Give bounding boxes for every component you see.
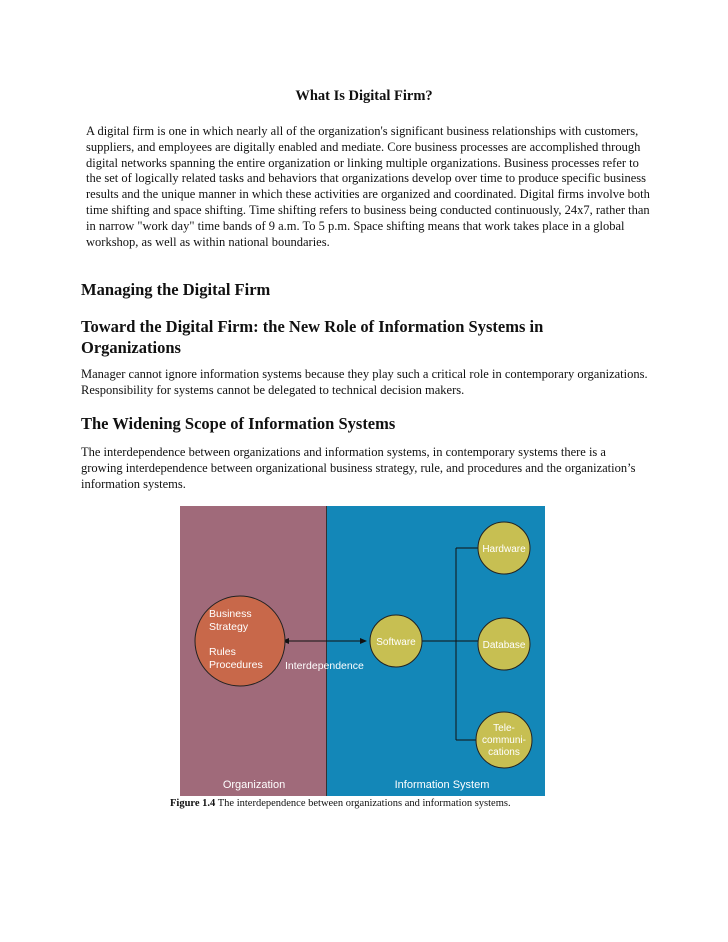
organization-label: Organization bbox=[222, 779, 286, 791]
telecom-line-3: cations bbox=[488, 747, 520, 758]
telecom-line-2: communi- bbox=[482, 735, 526, 746]
heading-managing-digital-firm: Managing the Digital Firm bbox=[81, 280, 271, 299]
interdependence-label: Interdependence bbox=[285, 660, 364, 672]
hardware-label: Hardware bbox=[482, 544, 526, 555]
paragraph-widening-scope: The interdependence between organizations and information systems, in contemporary systems there is a growing interdependence between organizational business strategy, rule, and procedures and the organization’s information systems. bbox=[81, 445, 636, 491]
figure-caption-label: Figure 1.4 bbox=[170, 798, 216, 809]
org-circle-line-rules: Rules bbox=[209, 646, 236, 658]
database-label: Database bbox=[482, 640, 526, 651]
interdependence-diagram bbox=[180, 506, 545, 796]
page-title: What Is Digital Firm? bbox=[295, 88, 433, 104]
software-label: Software bbox=[376, 637, 416, 648]
information-system-label: Information System bbox=[394, 779, 490, 791]
intro-paragraph: A digital firm is one in which nearly all of the organization's significant business relationships with customers, suppliers, and employees are digitally enabled and mediate. Core business processes are accomplished through digital networks spanning the entire organization or linking multiple organizations. Business processes refer to the set of logically related tasks and behaviors that organizations develop over time to produce specific business results and the unique manner in which these activities are organized and coordinated. Digital firms involve both time shifting and space shifting. Time shifting refers to business being conducted continuously, 24x7, rather than in narrow "work day" time bands of 9 a.m. To 5 p.m. Space shifting means that work takes place in a global workshop, as well as within national boundaries. bbox=[86, 124, 650, 249]
figure-caption-text: The interdependence between organizations and information systems. bbox=[215, 798, 511, 809]
figure-caption bbox=[170, 798, 511, 809]
paragraph-toward-digital-firm: Manager cannot ignore information systems because they play such a critical role in contemporary organizations. Responsibility for systems cannot be delegated to technical decision makers. bbox=[81, 367, 648, 397]
telecom-line-1: Tele- bbox=[493, 723, 515, 734]
heading-widening-scope: The Widening Scope of Information Systems bbox=[81, 414, 396, 433]
org-circle-line-procedures: Procedures bbox=[209, 659, 263, 671]
org-circle-line-strategy: Strategy bbox=[209, 621, 249, 633]
heading-toward-digital-firm: Toward the Digital Firm: the New Role of Information Systems in Organizations bbox=[81, 317, 544, 357]
org-circle-line-business: Business bbox=[209, 608, 252, 620]
